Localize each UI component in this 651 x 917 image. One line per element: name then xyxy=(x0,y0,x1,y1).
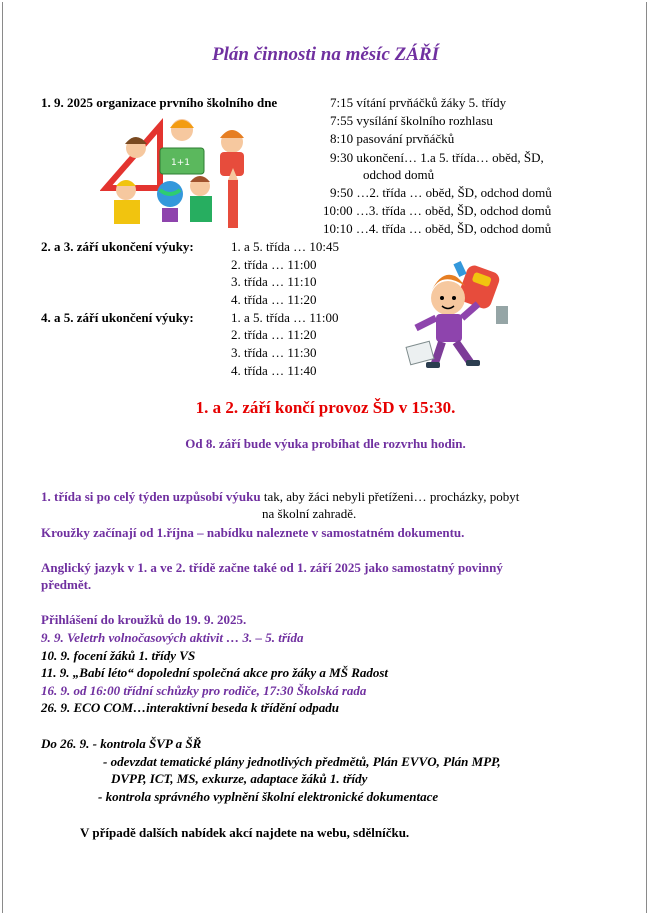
sep45-item: 2. třída … 11:20 xyxy=(231,327,317,342)
footer-note: V případě dalších nabídek akcí najdete na webu, sdělníčku. xyxy=(80,825,410,840)
school-kids-illustration xyxy=(100,118,260,230)
deadline-line: - odevzdat tematické plány jednotlivých předmětů, Plán EVVO, Plán MPP, xyxy=(103,754,501,769)
english-note-line1: Anglický jazyk v 1. a ve 2. třídě začne také od 1. září 2025 jako samostatný povinný xyxy=(41,560,503,575)
clubs-start-note: Kroužky začínají od 1.října – nabídku naleznete v samostatném dokumentu. xyxy=(41,525,465,540)
event-line: 16. 9. od 16:00 třídní schůzky pro rodiče, 17:30 Školská rada xyxy=(41,683,367,698)
sep23-item: 1. a 5. třída … 10:45 xyxy=(231,239,339,254)
schedule-line: 8:10 pasování prvňáčků xyxy=(330,131,455,146)
schedule-line: 7:55 vysílání školního rozhlasu xyxy=(330,113,493,128)
event-line: Přihlášení do kroužků do 19. 9. 2025. xyxy=(41,612,247,627)
deadline-line: DVPP, ICT, MS, exkurze, adaptace žáků 1. třídy xyxy=(111,771,368,786)
event-line: 10. 9. focení žáků 1. třídy VS xyxy=(41,648,196,663)
schedule-line: 9:50 …2. třída … oběd, ŠD, odchod domů xyxy=(330,185,552,200)
page-title: Plán činnosti na měsíc ZÁŘÍ xyxy=(212,44,439,65)
schedule-line: 9:30 ukončení… 1.a 5. třída… oběd, ŠD, xyxy=(330,150,544,165)
first-day-heading: 1. 9. 2025 organizace prvního školního dne xyxy=(41,95,278,110)
first-class-note-line2: na školní zahradě. xyxy=(262,506,357,521)
schedule-line: 10:10 …4. třída … oběd, ŠD, odchod domů xyxy=(323,221,552,236)
sep23-item: 4. třída … 11:20 xyxy=(231,292,317,307)
deadline-line: Do 26. 9. - kontrola ŠVP a ŠŘ xyxy=(41,736,202,751)
sep45-item: 4. třída … 11:40 xyxy=(231,363,317,378)
schedule-notice: Od 8. září bude výuka probíhat dle rozvrhu hodin. xyxy=(185,436,466,451)
schedule-line: 10:00 …3. třída … oběd, ŠD, odchod domů xyxy=(323,203,552,218)
sep23-item: 3. třída … 11:10 xyxy=(231,274,317,289)
sd-notice: 1. a 2. září končí provoz ŠD v 15:30. xyxy=(195,398,456,417)
first-class-note-highlight: 1. třída si po celý týden uzpůsobí výuku xyxy=(41,489,261,504)
boy-with-backpack-illustration xyxy=(404,256,524,376)
event-line: 26. 9. ECO COM…interaktivní beseda k třídění odpadu xyxy=(41,700,339,715)
first-class-note-rest: tak, aby žáci nebyli přetíženi… procházky, pobyt xyxy=(260,489,520,504)
event-line: 11. 9. „Babí léto“ dopolední společná akce pro žáky a MŠ Radost xyxy=(41,665,389,680)
first-class-note xyxy=(41,489,519,505)
sep23-item: 2. třída … 11:00 xyxy=(231,257,317,272)
schedule-line: 7:15 vítání prvňáčků žáky 5. třídy xyxy=(330,95,507,110)
svg-text:1+1: 1+1 xyxy=(171,158,190,168)
english-note-line2: předmět. xyxy=(41,577,92,592)
sep45-item: 1. a 5. třída … 11:00 xyxy=(231,310,339,325)
sep45-heading: 4. a 5. září ukončení výuky: xyxy=(41,310,194,325)
deadline-line: - kontrola správného vyplnění školní elektronické dokumentace xyxy=(98,789,439,804)
sep23-heading: 2. a 3. září ukončení výuky: xyxy=(41,239,194,254)
event-line: 9. 9. Veletrh volnočasových aktivit … 3. – 5. třída xyxy=(41,630,304,645)
sep45-item: 3. třída … 11:30 xyxy=(231,345,317,360)
schedule-line: odchod domů xyxy=(363,167,435,182)
